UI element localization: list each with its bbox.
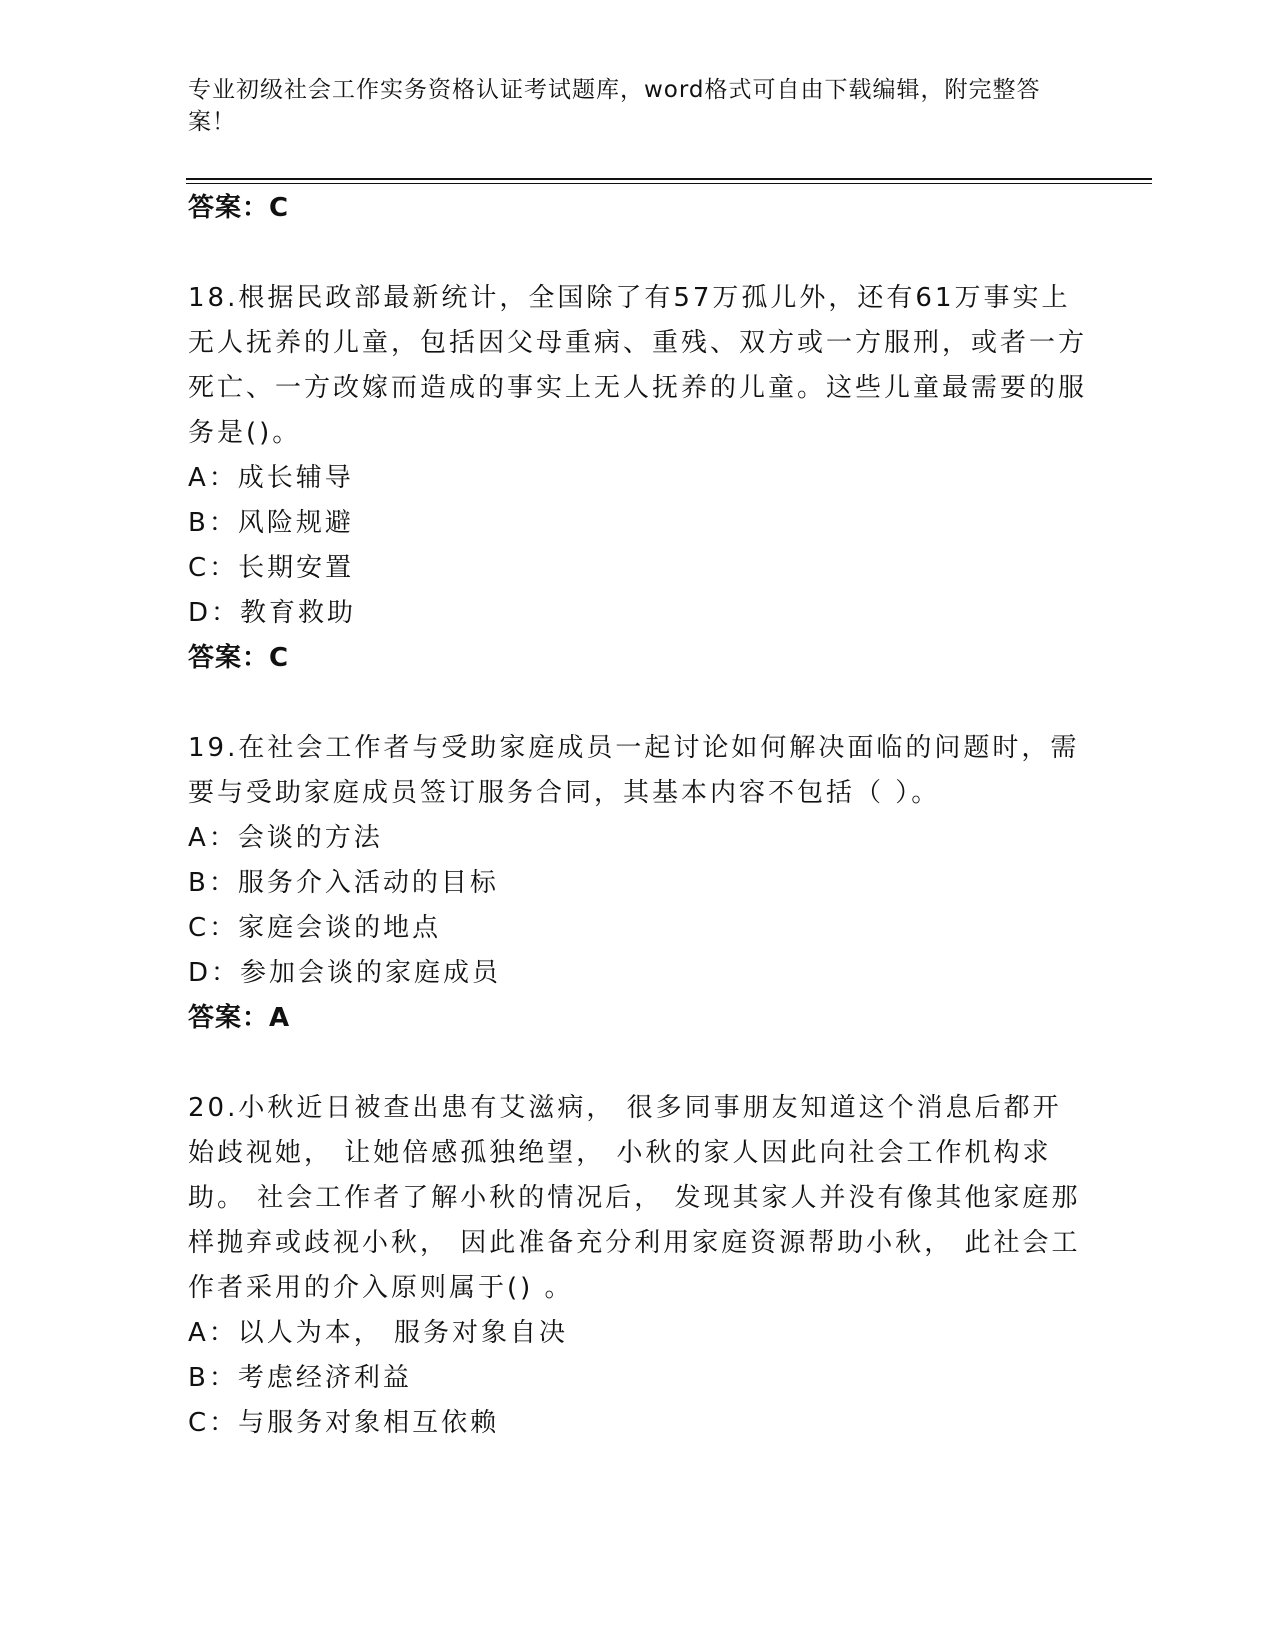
option-a: A：会谈的方法 [188, 823, 383, 853]
header-rule-thin [186, 183, 1152, 184]
question-text: 20.小秋近日被查出患有艾滋病， 很多同事朋友知道这个消息后都开始歧视她， 让她倍感孤独绝望， 小秋的家人因此向社会工作机构求助。 社会工作者了解小秋的情况后， 发现其家人并没有像其他家庭那样抛弃或歧视小秋， 因此准备充分利用家庭资源帮助小秋， 此社会工作者采用的介入原则属于() 。 [188, 1093, 1081, 1303]
option-d: D：教育救助 [188, 598, 357, 628]
answer-line: 答案：A [188, 1003, 291, 1033]
option-b: B：服务介入活动的目标 [188, 868, 499, 898]
question-20 [188, 1086, 1088, 1446]
question-list [188, 186, 1088, 1446]
question-text: 19.在社会工作者与受助家庭成员一起讨论如何解决面临的问题时，需要与受助家庭成员签订服务合同，其基本内容不包括（ ）。 [188, 733, 1080, 808]
option-c: C：家庭会谈的地点 [188, 913, 442, 943]
answer-line: 答案：C [188, 643, 290, 673]
question-18 [188, 276, 1088, 680]
option-a: A：成长辅导 [188, 463, 354, 493]
question-19 [188, 726, 1088, 1040]
header-rule-thick [186, 178, 1152, 180]
page-header: 专业初级社会工作实务资格认证考试题库，word格式可自由下载编辑，附完整答案！ [188, 77, 1041, 135]
option-c: C：长期安置 [188, 553, 355, 583]
option-c: C：与服务对象相互依赖 [188, 1408, 500, 1438]
option-b: B：考虑经济利益 [188, 1363, 412, 1393]
option-b: B：风险规避 [188, 508, 354, 538]
question-text: 18.根据民政部最新统计，全国除了有57万孤儿外，还有61万事实上无人抚养的儿童，包括因父母重病、重残、双方或一方服刑，或者一方死亡、一方改嫁而造成的事实上无人抚养的儿童。这些儿童最需要的服务是()。 [188, 283, 1088, 448]
answer-line: 答案：C [188, 193, 290, 223]
option-d: D：参加会谈的家庭成员 [188, 958, 502, 988]
option-a: A：以人为本， 服务对象自决 [188, 1318, 569, 1348]
